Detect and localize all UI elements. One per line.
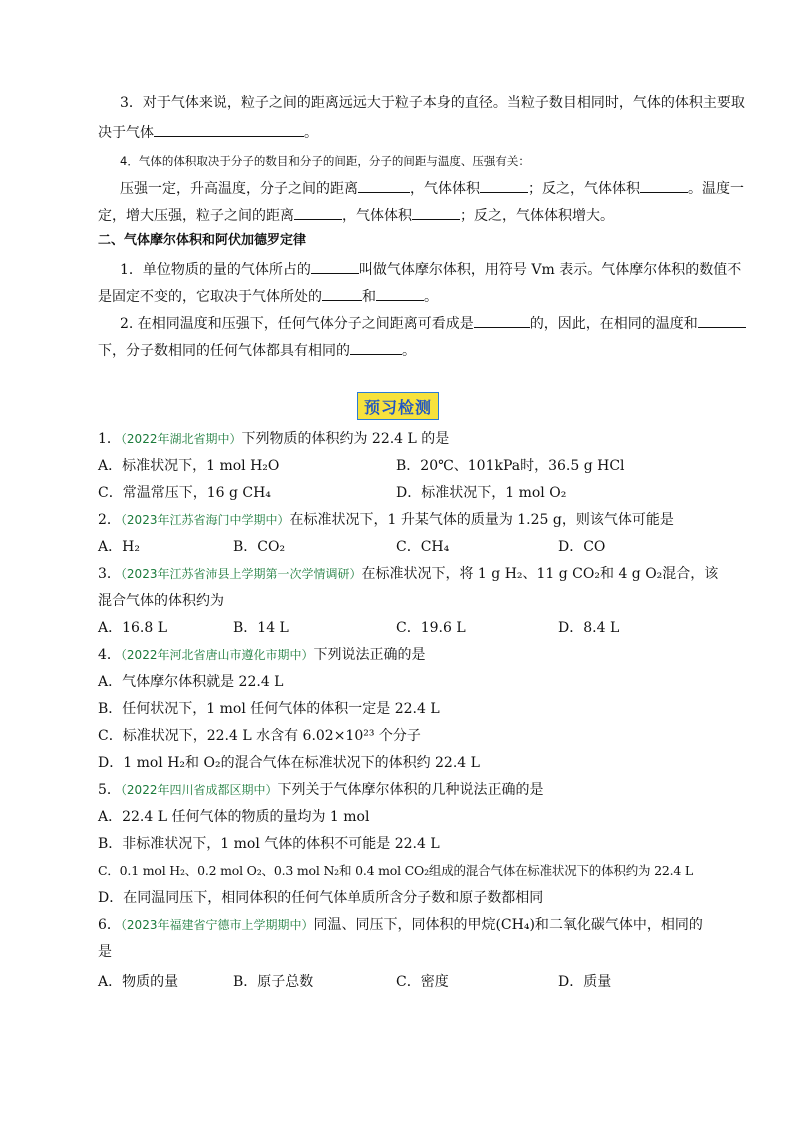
option-a[interactable]: A．H₂ [98, 539, 140, 555]
text-segment: 叫做气体摩尔体积，用符号 Vm 表示。气体摩尔体积的数值不 [358, 262, 742, 278]
question-source: （2023年江苏省沛县上学期第一次学情调研） [120, 567, 362, 581]
option-b[interactable]: B．原子总数 [233, 974, 314, 990]
section-2-item1-line1 [120, 259, 750, 279]
question-text: 下列说法正确的是 [313, 647, 426, 663]
paragraph-3-line2 [98, 122, 728, 142]
option-d[interactable]: D．8.4 L [558, 620, 620, 636]
question-source: （2022年湖北省期中） [120, 432, 242, 446]
question-source: （2023年江苏省海门中学期中） [120, 513, 290, 527]
option-b[interactable]: B．任何状况下，1 mol 任何气体的体积一定是 22.4 L [98, 701, 440, 717]
option-a[interactable]: A．16.8 L [98, 620, 168, 636]
text-segment: 的，因此，在相同的温度和 [529, 316, 698, 332]
text-segment: 决于气体 [98, 125, 154, 141]
answer-blank[interactable] [698, 313, 746, 328]
option-d[interactable]: D．CO [558, 539, 606, 555]
option-b[interactable]: B．非标准状况下，1 mol 气体的体积不可能是 22.4 L [98, 836, 440, 852]
answer-blank[interactable] [350, 340, 402, 355]
section-2-heading: 二、气体摩尔体积和阿伏加德罗定律 [98, 233, 307, 248]
section-heading-box [357, 392, 439, 420]
question-source: （2022年四川省成都区期中） [120, 783, 278, 797]
text-segment: 下，分子数相同的任何气体都具有相同的 [98, 343, 350, 359]
option-d[interactable]: D．质量 [558, 974, 612, 990]
text-segment: ；反之，气体体积增大。 [460, 208, 614, 224]
text-segment: 。 [424, 289, 438, 305]
question-1-stem [98, 430, 728, 448]
text-segment: 1．单位物质的量的气体所占的 [120, 262, 311, 278]
option-c[interactable]: C．CH₄ [396, 539, 450, 555]
option-c[interactable]: C．0.1 mol H₂、0.2 mol O₂、0.3 mol N₂和 0.4 mol CO₂组成的混合气体在标准状况下的体积约为 22.4 L [98, 863, 693, 878]
text-segment: 。 [304, 125, 318, 141]
section-2-item2-line2 [98, 340, 728, 360]
option-a[interactable]: A．标准状况下，1 mol H₂O [98, 458, 280, 474]
text-segment: ，气体体积 [410, 181, 480, 197]
option-d[interactable]: D．在同温同压下，相同体积的任何气体单质所含分子数和原子数都相同 [98, 890, 544, 906]
option-c[interactable]: C．标准状况下，22.4 L 水含有 6.02×10²³ 个分子 [98, 728, 421, 744]
question-number: 2． [98, 512, 121, 528]
question-source: （2023年福建省宁德市上学期期中） [120, 918, 314, 932]
question-3-stem-cont: 混合气体的体积约为 [98, 593, 224, 609]
text-segment: 压强一定，升高温度，分子之间的距离 [120, 181, 358, 197]
section-2-item2-line1 [120, 313, 750, 333]
option-b[interactable]: B．CO₂ [233, 539, 286, 555]
text-segment: ；反之，气体体积 [528, 181, 640, 197]
answer-blank[interactable] [412, 205, 460, 220]
question-source: （2022年河北省唐山市遵化市期中） [120, 648, 314, 662]
option-b[interactable]: B．20℃、101kPa时，36.5 g HCl [396, 458, 625, 474]
text-segment: ，气体体积 [342, 208, 412, 224]
question-text: 同温、同压下，同体积的甲烷(CH₄)和二氧化碳气体中，相同的 [313, 917, 703, 933]
question-6-stem-cont: 是 [98, 944, 112, 960]
answer-blank[interactable] [358, 178, 410, 193]
text-segment: 。 [402, 343, 416, 359]
paragraph-3-line1: 3．对于气体来说，粒子之间的距离远远大于粒子本身的直径。当粒子数目相同时，气体的体积主要取 [120, 95, 745, 111]
text-segment: 2. 在相同温度和压强下，任何气体分子之间距离可看成是 [120, 316, 474, 332]
answer-blank[interactable] [640, 178, 688, 193]
question-3-stem [98, 565, 728, 583]
answer-blank[interactable] [480, 178, 528, 193]
paragraph-6 [98, 205, 728, 225]
question-text: 下列关于气体摩尔体积的几种说法正确的是 [277, 782, 544, 798]
option-b[interactable]: B．14 L [233, 620, 289, 636]
text-segment: 和 [362, 289, 376, 305]
answer-blank[interactable] [474, 313, 530, 328]
section-2-item1-line2 [98, 286, 728, 306]
option-d[interactable]: D．1 mol H₂和 O₂的混合气体在标准状况下的体积约 22.4 L [98, 755, 480, 771]
paragraph-4: 4．气体的体积取决于分子的数目和分子的间距，分子的间距与温度、压强有关： [120, 154, 530, 168]
answer-blank[interactable] [311, 259, 359, 274]
question-text: 在标准状况下，1 升某气体的质量为 1.25 g，则该气体可能是 [289, 512, 674, 528]
question-number: 3． [98, 566, 121, 582]
paragraph-5 [120, 178, 750, 198]
question-number: 4． [98, 647, 121, 663]
option-c[interactable]: C．常温常压下，16 g CH₄ [98, 485, 271, 501]
answer-blank[interactable] [154, 122, 304, 137]
option-a[interactable]: A．气体摩尔体积就是 22.4 L [98, 674, 284, 690]
question-number: 6． [98, 917, 121, 933]
section-heading: 预习检测 [363, 397, 432, 417]
option-a[interactable]: A．22.4 L 任何气体的物质的量均为 1 mol [98, 809, 370, 825]
question-text: 下列物质的体积约为 22.4 L 的是 [241, 431, 450, 447]
answer-blank[interactable] [376, 286, 424, 301]
answer-blank[interactable] [322, 286, 362, 301]
text-segment: 是固定不变的，它取决于气体所处的 [98, 289, 322, 305]
option-d[interactable]: D．标准状况下，1 mol O₂ [396, 485, 567, 501]
question-6-stem [98, 916, 728, 934]
question-text: 在标准状况下，将 1 g H₂、11 g CO₂和 4 g O₂混合，该 [361, 566, 719, 582]
question-number: 1． [98, 431, 121, 447]
question-number: 5． [98, 782, 121, 798]
question-2-stem [98, 511, 728, 529]
text-segment: 定，增大压强，粒子之间的距离 [98, 208, 294, 224]
option-c[interactable]: C．19.6 L [396, 620, 466, 636]
question-5-stem [98, 781, 728, 799]
answer-blank[interactable] [294, 205, 342, 220]
option-a[interactable]: A．物质的量 [98, 974, 179, 990]
question-4-stem [98, 646, 728, 664]
text-segment: 。温度一 [688, 181, 744, 197]
option-c[interactable]: C．密度 [396, 974, 449, 990]
